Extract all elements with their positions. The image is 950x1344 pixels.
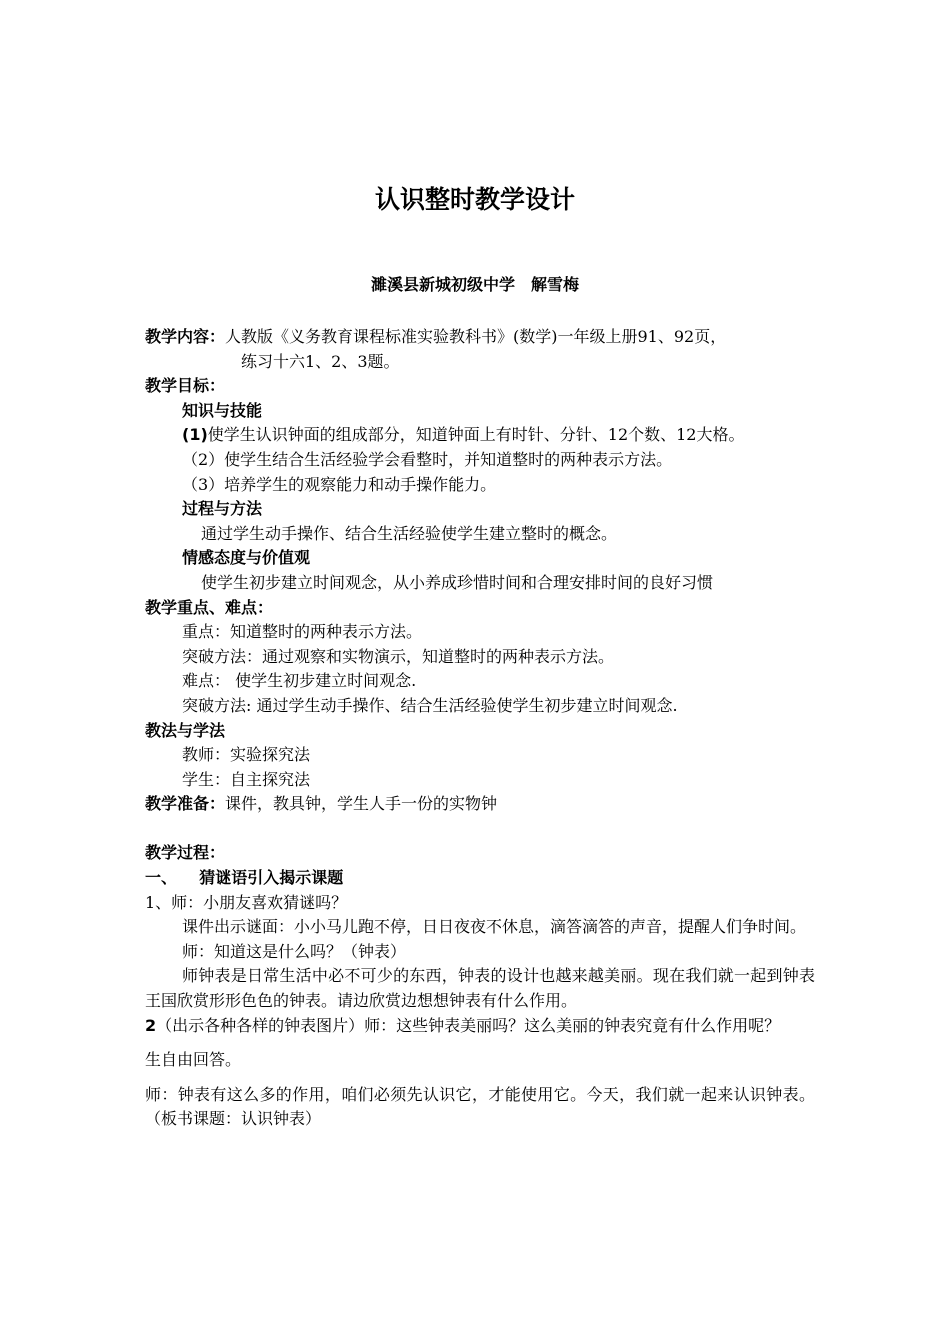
section-2-body: （出示各种各样的钟表图片）师：这些钟表美丽吗？这么美丽的钟表究竟有什么作用呢？ — [156, 1015, 781, 1035]
key-point-2: 突破方法：通过观察和实物演示，知道整时的两种表示方法。 — [182, 646, 615, 666]
section-1-heading: 一、 猜谜语引入揭示课题 — [145, 868, 344, 888]
key-point-3: 难点： 使学生初步建立时间观念. — [182, 671, 417, 691]
author-line: 濉溪县新城初级中学 解雪梅 — [370, 275, 579, 294]
student-method: 学生：自主探究法 — [182, 769, 311, 789]
method-label: 教法与学法 — [145, 720, 226, 740]
spacer — [145, 1038, 815, 1048]
key-point-1: 重点：知道整时的两种表示方法。 — [182, 622, 423, 642]
preparation-label: 教学准备： — [145, 794, 226, 814]
key-point-4: 突破方法: 通过学生动手操作、结合生活经验使学生初步建立时间观念. — [182, 695, 678, 715]
preparation-text: 课件，教具钟，学生人手一份的实物钟 — [225, 794, 498, 814]
spacer — [145, 1073, 815, 1083]
document-title: 认识整时教学设计 — [374, 185, 575, 214]
preparation — [145, 792, 815, 817]
emotion-text: 使学生初步建立时间观念，从小养成珍惜时间和合理安排时间的良好习惯 — [201, 572, 714, 592]
process-label: 教学过程： — [145, 843, 226, 863]
section-2-conclude: 师：钟表有这么多的作用，咱们必须先认识它，才能使用它。今天，我们就一起来认识钟表。（板书课题：认识钟表） — [145, 1084, 815, 1129]
key-points-label: 教学重点、难点： — [145, 597, 274, 617]
knowledge-item-1 — [145, 423, 815, 448]
knowledge-item-1-num: (1) — [182, 425, 208, 445]
section-1-ask: 师：知道这是什么吗？（钟表） — [182, 941, 407, 961]
section-1-riddle: 课件出示谜面：小小马儿跑不停，日日夜夜不休息，滴答滴答的声音，提醒人们争时间。 — [182, 917, 807, 937]
section-1-question: 1、师：小朋友喜欢猜谜吗？ — [145, 892, 348, 912]
emotion-heading: 情感态度与价值观 — [182, 548, 311, 568]
knowledge-heading: 知识与技能 — [182, 400, 263, 420]
section-2-text — [145, 1014, 815, 1039]
teacher-method: 教师：实验探究法 — [182, 745, 311, 765]
document-body — [145, 325, 815, 1132]
spacer — [145, 817, 815, 842]
knowledge-item-1-text: 使学生认识钟面的组成部分，知道钟面上有时针、分针、12个数、12大格。 — [207, 425, 745, 445]
goals-label: 教学目标： — [145, 376, 226, 396]
process-text: 通过学生动手操作、结合生活经验使学生建立整时的概念。 — [201, 523, 618, 543]
teaching-content-label: 教学内容： — [145, 327, 226, 346]
teaching-content-text: 人教版《义务教育课程标准实验教科书》(数学)一年级上册91、92页， — [225, 327, 727, 346]
process-heading: 过程与方法 — [182, 499, 263, 519]
section-2-answer: 生自由回答。 — [145, 1050, 242, 1070]
section-1-intro: 师钟表是日常生活中必不可少的东西，钟表的设计也越来越美丽。现在我们就一起到钟表王国欣赏形形色色的钟表。请边欣赏边想想钟表有什么作用。 — [145, 966, 815, 1011]
teaching-content-cont: 练习十六1、2、3题。 — [241, 351, 400, 371]
knowledge-item-2: （2）使学生结合生活经验学会看整时，并知道整时的两种表示方法。 — [182, 449, 673, 469]
section-2-num: 2 — [145, 1015, 157, 1035]
knowledge-item-3: （3）培养学生的观察能力和动手操作能力。 — [182, 474, 497, 494]
teaching-content — [145, 325, 815, 350]
